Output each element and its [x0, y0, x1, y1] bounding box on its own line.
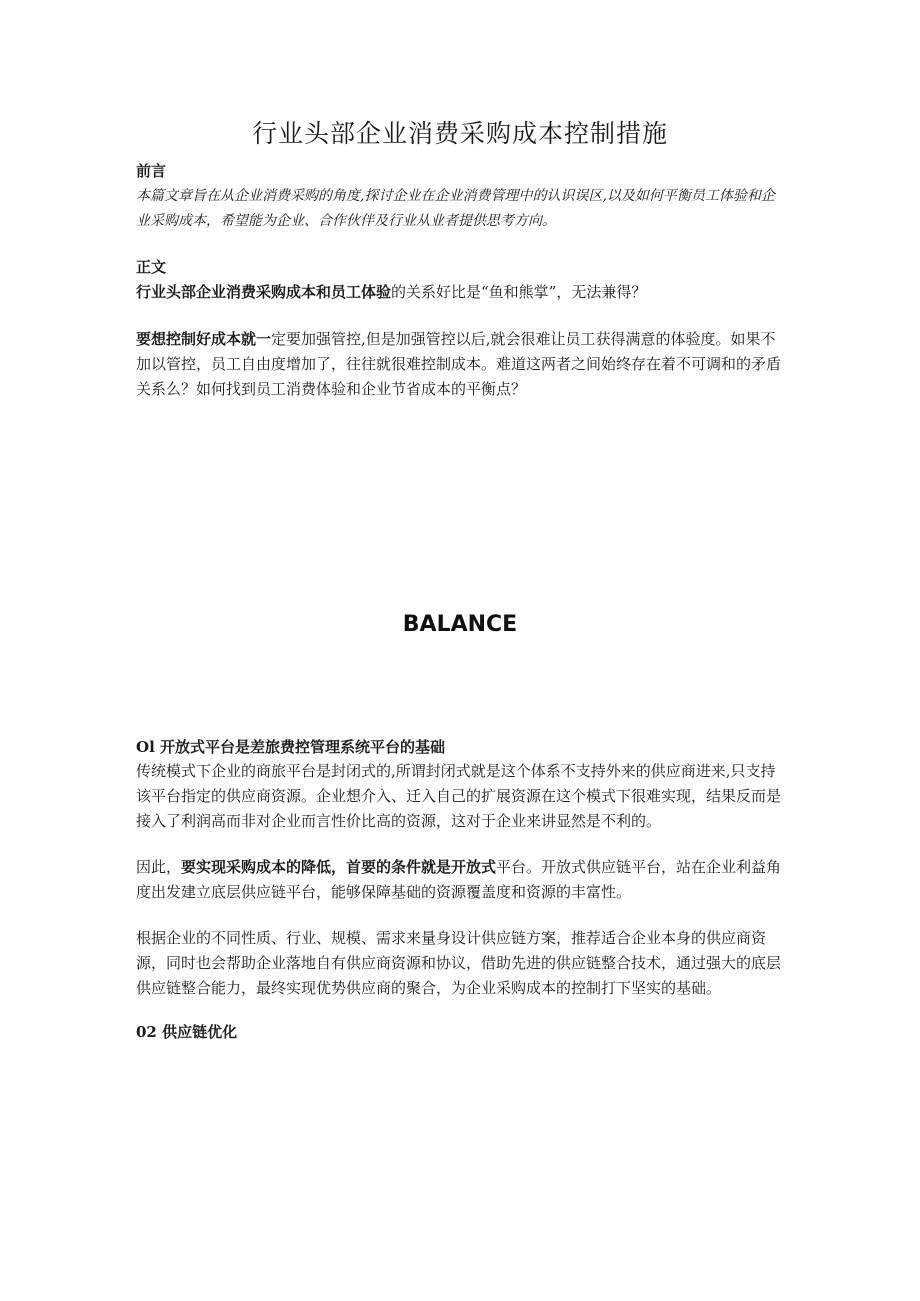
- body-paragraph-2-rest: 定要加强管控,但是加强管控以后,就会很难让员工获得满意的体验度。如果不加以管控，员工自由度增加了，往往就很难控制成本。难道这两者之间始终存在着不可调和的矛盾关系么？如何找到员工消费体验和企业节省成本的平衡点？: [136, 330, 782, 398]
- preface-text: 本篇文章旨在从企业消费采购的角度,探讨企业在企业消费管理中的认识误区,以及如何平衡员工体验和企业采购成本，希望能为企业、合作伙伴及行业从业者提供思考方向。: [136, 188, 775, 229]
- balance-label: BALANCE: [402, 612, 518, 637]
- section-1: [136, 736, 788, 1001]
- body-heading: 正文: [136, 258, 167, 276]
- section-1-paragraph-3: 根据企业的不同性质、行业、规模、需求来量身设计供应链方案，推荐适合企业本身的供应商资源，同时也会帮助企业落地自有供应商资源和协议，借助先进的供应链整合技术，通过强大的底层供应链整合能力，最终实现优势供应商的聚合，为企业采购成本的控制打下坚实的基础。: [136, 929, 782, 997]
- body-paragraph-2-bold: 要想控制好成本就一: [136, 330, 272, 348]
- section-2-heading: 02 供应链优化: [136, 1023, 238, 1041]
- document-title: 行业头部企业消费采购成本控制措施: [251, 119, 668, 148]
- preface-section: [136, 160, 788, 234]
- section-1-paragraph-2-bold: 要实现采购成本的降低，首要的条件就是开放式: [181, 858, 497, 876]
- preface-heading: 前言: [136, 162, 167, 180]
- section-1-paragraph-2: [136, 855, 788, 905]
- section-1-paragraph-2-pre: 因此，: [136, 858, 182, 876]
- section-1-paragraph-2-rest: 平台。开放式供应链平台，站在企业利益角度出发建立底层供应链平台，能够保障基础的资源覆盖度和资源的丰富性。: [136, 858, 782, 901]
- body-section: [136, 256, 788, 402]
- section-2: [136, 1021, 788, 1043]
- section-1-heading: Ol 开放式平台是差旅费控管理系统平台的基础: [136, 738, 445, 756]
- section-1-paragraph-1: 传统模式下企业的商旅平台是封闭式的,所谓封闭式就是这个体系不支持外来的供应商进来,只支持该平台指定的供应商资源。企业想介入、迁入自己的扩展资源在这个模式下很难实现，结果反而是接入了利润高而非对企业而言性价比高的资源，这对于企业来讲显然是不利的。: [136, 762, 782, 830]
- body-paragraph-1-rest: 的关系好比是“鱼和熊掌”，无法兼得？: [391, 283, 647, 301]
- body-paragraph-2: [136, 327, 788, 402]
- body-paragraph-1: [136, 280, 788, 305]
- body-paragraph-1-bold: 行业头部企业消费采购成本和员工体验: [136, 283, 392, 301]
